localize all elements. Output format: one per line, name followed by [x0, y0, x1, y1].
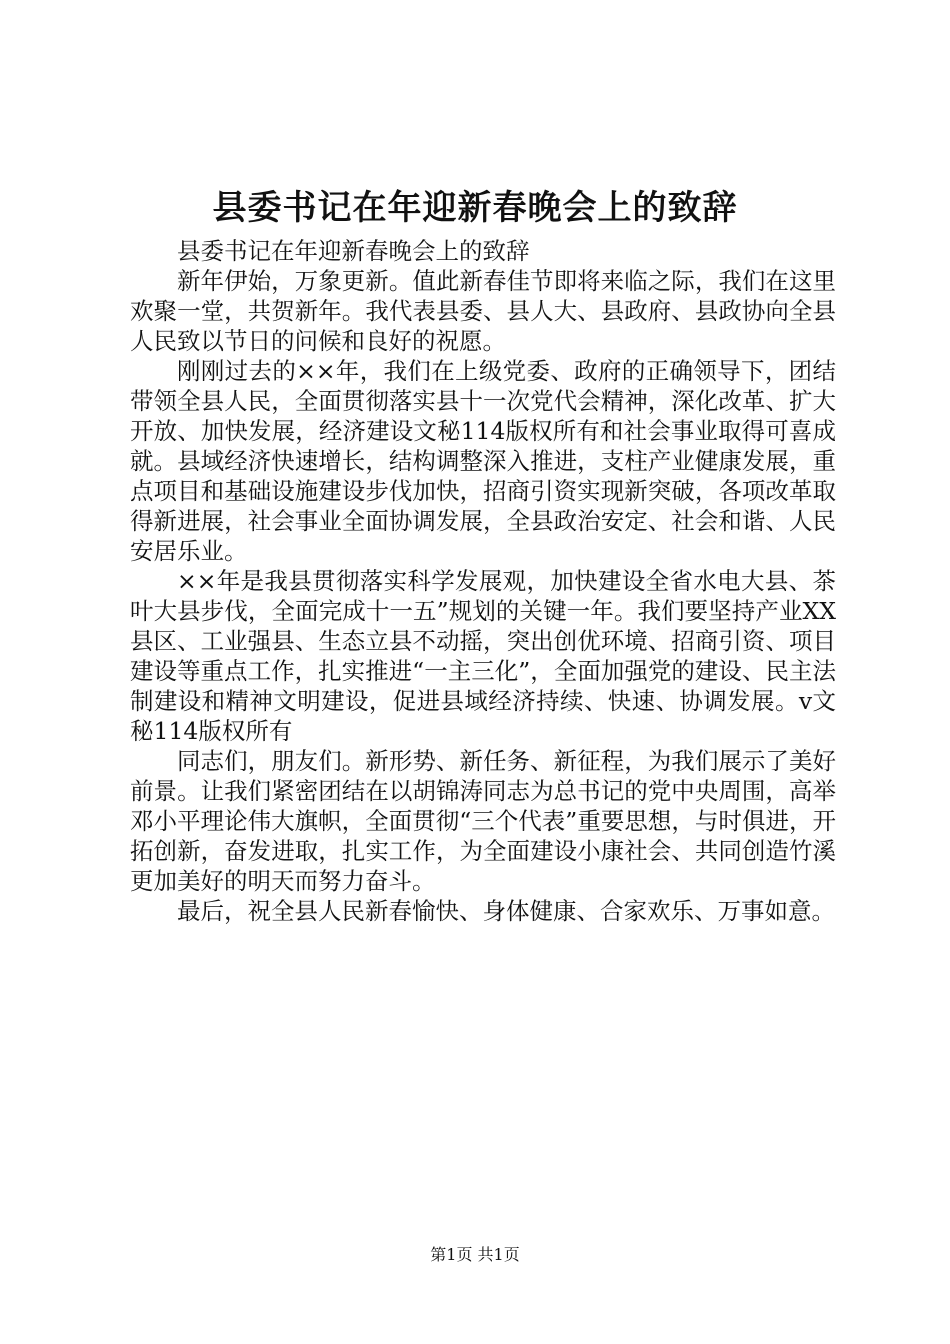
paragraph-plan: ××年是我县贯彻落实科学发展观，加快建设全省水电大县、茶叶大县步伐，全面完成十一五”规划的关键一年。我们要坚持产业XX县区、工业强县、生态立县不动摇，突出创优环境、招商引资、项目建设等重点工作，扎实推进“一主三化”，全面加强党的建设、民主法制建设和精神文明建设，促进县域经济持续、快速、协调发展。v文秘114版权所有	[130, 567, 836, 745]
paragraph-appeal: 同志们，朋友们。新形势、新任务、新征程，为我们展示了美好前景。让我们紧密团结在以胡锦涛同志为总书记的党中央周围，高举邓小平理论伟大旗帜，全面贯彻“三个代表”重要思想，与时俱进，开拓创新，奋发进取，扎实工作，为全面建设小康社会、共同创造竹溪更加美好的明天而努力奋斗。	[130, 747, 836, 895]
paragraph-heading: 县委书记在年迎新春晚会上的致辞	[177, 237, 530, 265]
paragraph-greeting: 新年伊始，万象更新。值此新春佳节即将来临之际，我们在这里欢聚一堂，共贺新年。我代表县委、县人大、县政府、县政协向全县人民致以节日的问候和良好的祝愿。	[130, 267, 836, 355]
paragraph-review: 刚刚过去的××年，我们在上级党委、政府的正确领导下，团结带领全县人民，全面贯彻落实县十一次党代会精神，深化改革、扩大开放、加快发展，经济建设文秘114版权所有和社会事业取得可喜成就。县域经济快速增长，结构调整深入推进，支柱产业健康发展，重点项目和基础设施建设步伐加快，招商引资实现新突破，各项改革取得新进展，社会事业全面协调发展，全县政治安定、社会和谐、人民安居乐业。	[130, 357, 836, 565]
document-title: 县委书记在年迎新春晚会上的致辞	[212, 188, 738, 228]
document-body	[130, 236, 836, 926]
paragraph-closing: 最后，祝全县人民新春愉快、身体健康、合家欢乐、万事如意。	[177, 897, 835, 925]
page-footer: 第1页 共1页	[430, 1245, 520, 1264]
